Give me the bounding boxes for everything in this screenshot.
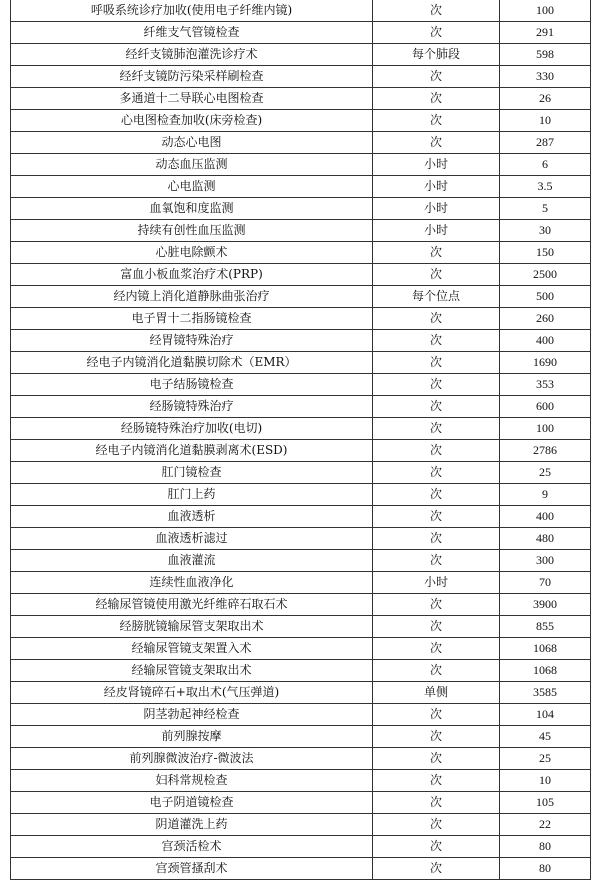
item-name-cell: 经纤支镜防污染采样刷检查 <box>11 66 373 88</box>
unit-cell: 次 <box>373 330 500 352</box>
price-cell: 330 <box>500 66 591 88</box>
unit-cell: 次 <box>373 440 500 462</box>
unit-cell: 次 <box>373 352 500 374</box>
unit-cell: 次 <box>373 704 500 726</box>
price-cell: 10 <box>500 770 591 792</box>
price-cell: 80 <box>500 836 591 858</box>
price-cell: 3900 <box>500 594 591 616</box>
fee-table-body <box>11 0 591 880</box>
item-name-cell: 经电子内镜消化道黏膜剥离术(ESD) <box>11 440 373 462</box>
price-cell: 855 <box>500 616 591 638</box>
item-name-cell: 呼吸系统诊疗加收(使用电子纤维内镜) <box>11 0 373 22</box>
table-row <box>11 704 591 726</box>
table-row <box>11 308 591 330</box>
unit-cell: 次 <box>373 506 500 528</box>
table-row <box>11 22 591 44</box>
item-name-cell: 电子结肠镜检查 <box>11 374 373 396</box>
unit-cell: 次 <box>373 814 500 836</box>
unit-cell: 次 <box>373 858 500 880</box>
item-name-cell: 宫颈管搔刮术 <box>11 858 373 880</box>
unit-cell: 次 <box>373 396 500 418</box>
item-name-cell: 经膀胱镜输尿管支架取出术 <box>11 616 373 638</box>
unit-cell: 单侧 <box>373 682 500 704</box>
table-row <box>11 154 591 176</box>
item-name-cell: 心电监测 <box>11 176 373 198</box>
price-cell: 2786 <box>500 440 591 462</box>
price-cell: 1690 <box>500 352 591 374</box>
unit-cell: 次 <box>373 594 500 616</box>
unit-cell: 次 <box>373 792 500 814</box>
price-cell: 5 <box>500 198 591 220</box>
table-row <box>11 132 591 154</box>
table-row <box>11 748 591 770</box>
price-cell: 26 <box>500 88 591 110</box>
item-name-cell: 动态心电图 <box>11 132 373 154</box>
unit-cell: 次 <box>373 528 500 550</box>
unit-cell: 次 <box>373 308 500 330</box>
item-name-cell: 阴茎勃起神经检查 <box>11 704 373 726</box>
table-row <box>11 264 591 286</box>
unit-cell: 每个位点 <box>373 286 500 308</box>
table-row <box>11 44 591 66</box>
table-row <box>11 198 591 220</box>
unit-cell: 每个肺段 <box>373 44 500 66</box>
price-cell: 70 <box>500 572 591 594</box>
item-name-cell: 心电图检查加收(床旁检查) <box>11 110 373 132</box>
unit-cell: 次 <box>373 638 500 660</box>
table-row <box>11 484 591 506</box>
price-cell: 500 <box>500 286 591 308</box>
table-row <box>11 506 591 528</box>
item-name-cell: 血液透析 <box>11 506 373 528</box>
price-cell: 2500 <box>500 264 591 286</box>
price-cell: 400 <box>500 506 591 528</box>
item-name-cell: 宫颈活检术 <box>11 836 373 858</box>
unit-cell: 小时 <box>373 198 500 220</box>
item-name-cell: 电子胃十二指肠镜检查 <box>11 308 373 330</box>
item-name-cell: 富血小板血浆治疗术(PRP) <box>11 264 373 286</box>
unit-cell: 小时 <box>373 220 500 242</box>
item-name-cell: 经内镜上消化道静脉曲张治疗 <box>11 286 373 308</box>
table-row <box>11 176 591 198</box>
table-row <box>11 286 591 308</box>
table-row <box>11 858 591 880</box>
price-cell: 300 <box>500 550 591 572</box>
table-row <box>11 726 591 748</box>
price-cell: 9 <box>500 484 591 506</box>
item-name-cell: 前列腺按摩 <box>11 726 373 748</box>
price-cell: 100 <box>500 418 591 440</box>
table-row <box>11 88 591 110</box>
table-row <box>11 792 591 814</box>
price-cell: 22 <box>500 814 591 836</box>
price-cell: 150 <box>500 242 591 264</box>
price-cell: 3.5 <box>500 176 591 198</box>
item-name-cell: 连续性血液净化 <box>11 572 373 594</box>
table-row <box>11 462 591 484</box>
price-cell: 400 <box>500 330 591 352</box>
table-row <box>11 0 591 22</box>
item-name-cell: 多通道十二导联心电图检查 <box>11 88 373 110</box>
unit-cell: 次 <box>373 374 500 396</box>
table-row <box>11 594 591 616</box>
unit-cell: 次 <box>373 462 500 484</box>
unit-cell: 次 <box>373 22 500 44</box>
table-row <box>11 374 591 396</box>
table-row <box>11 836 591 858</box>
unit-cell: 次 <box>373 132 500 154</box>
item-name-cell: 动态血压监测 <box>11 154 373 176</box>
table-row <box>11 572 591 594</box>
item-name-cell: 经输尿管镜支架置入术 <box>11 638 373 660</box>
item-name-cell: 前列腺微波治疗-微波法 <box>11 748 373 770</box>
price-cell: 3585 <box>500 682 591 704</box>
table-row <box>11 330 591 352</box>
price-cell: 480 <box>500 528 591 550</box>
unit-cell: 次 <box>373 748 500 770</box>
unit-cell: 次 <box>373 418 500 440</box>
price-cell: 105 <box>500 792 591 814</box>
table-row <box>11 242 591 264</box>
price-cell: 287 <box>500 132 591 154</box>
price-cell: 598 <box>500 44 591 66</box>
price-cell: 1068 <box>500 638 591 660</box>
item-name-cell: 经肠镜特殊治疗加收(电切) <box>11 418 373 440</box>
item-name-cell: 肛门镜检查 <box>11 462 373 484</box>
unit-cell: 次 <box>373 88 500 110</box>
price-cell: 10 <box>500 110 591 132</box>
unit-cell: 次 <box>373 836 500 858</box>
item-name-cell: 经胃镜特殊治疗 <box>11 330 373 352</box>
unit-cell: 小时 <box>373 154 500 176</box>
item-name-cell: 经电子内镜消化道黏膜切除术（EMR） <box>11 352 373 374</box>
table-row <box>11 440 591 462</box>
table-row <box>11 110 591 132</box>
unit-cell: 次 <box>373 770 500 792</box>
unit-cell: 次 <box>373 660 500 682</box>
item-name-cell: 经肠镜特殊治疗 <box>11 396 373 418</box>
item-name-cell: 经输尿管镜支架取出术 <box>11 660 373 682</box>
table-row <box>11 660 591 682</box>
item-name-cell: 妇科常规检查 <box>11 770 373 792</box>
unit-cell: 次 <box>373 110 500 132</box>
item-name-cell: 经纤支镜肺泡灌洗诊疗术 <box>11 44 373 66</box>
unit-cell: 次 <box>373 484 500 506</box>
item-name-cell: 心脏电除颤术 <box>11 242 373 264</box>
table-row <box>11 418 591 440</box>
unit-cell: 次 <box>373 550 500 572</box>
item-name-cell: 电子阴道镜检查 <box>11 792 373 814</box>
item-name-cell: 经输尿管镜使用激光纤维碎石取石术 <box>11 594 373 616</box>
table-row <box>11 550 591 572</box>
price-cell: 100 <box>500 0 591 22</box>
price-cell: 600 <box>500 396 591 418</box>
price-cell: 6 <box>500 154 591 176</box>
unit-cell: 次 <box>373 264 500 286</box>
table-row <box>11 770 591 792</box>
price-cell: 353 <box>500 374 591 396</box>
unit-cell: 次 <box>373 242 500 264</box>
unit-cell: 次 <box>373 726 500 748</box>
fee-table <box>10 0 591 880</box>
table-row <box>11 352 591 374</box>
unit-cell: 小时 <box>373 176 500 198</box>
price-cell: 80 <box>500 858 591 880</box>
table-row <box>11 616 591 638</box>
item-name-cell: 血液透析滤过 <box>11 528 373 550</box>
price-cell: 1068 <box>500 660 591 682</box>
item-name-cell: 血氧饱和度监测 <box>11 198 373 220</box>
table-row <box>11 66 591 88</box>
table-row <box>11 682 591 704</box>
item-name-cell: 肛门上药 <box>11 484 373 506</box>
price-cell: 291 <box>500 22 591 44</box>
unit-cell: 次 <box>373 0 500 22</box>
table-row <box>11 220 591 242</box>
item-name-cell: 阴道灌洗上药 <box>11 814 373 836</box>
price-cell: 45 <box>500 726 591 748</box>
price-cell: 104 <box>500 704 591 726</box>
price-cell: 260 <box>500 308 591 330</box>
item-name-cell: 血液灌流 <box>11 550 373 572</box>
item-name-cell: 经皮肾镜碎石+取出术(气压弹道) <box>11 682 373 704</box>
price-cell: 30 <box>500 220 591 242</box>
item-name-cell: 持续有创性血压监测 <box>11 220 373 242</box>
table-row <box>11 638 591 660</box>
unit-cell: 次 <box>373 66 500 88</box>
price-cell: 25 <box>500 462 591 484</box>
table-row <box>11 814 591 836</box>
unit-cell: 小时 <box>373 572 500 594</box>
unit-cell: 次 <box>373 616 500 638</box>
price-cell: 25 <box>500 748 591 770</box>
table-row <box>11 528 591 550</box>
table-row <box>11 396 591 418</box>
item-name-cell: 纤维支气管镜检查 <box>11 22 373 44</box>
